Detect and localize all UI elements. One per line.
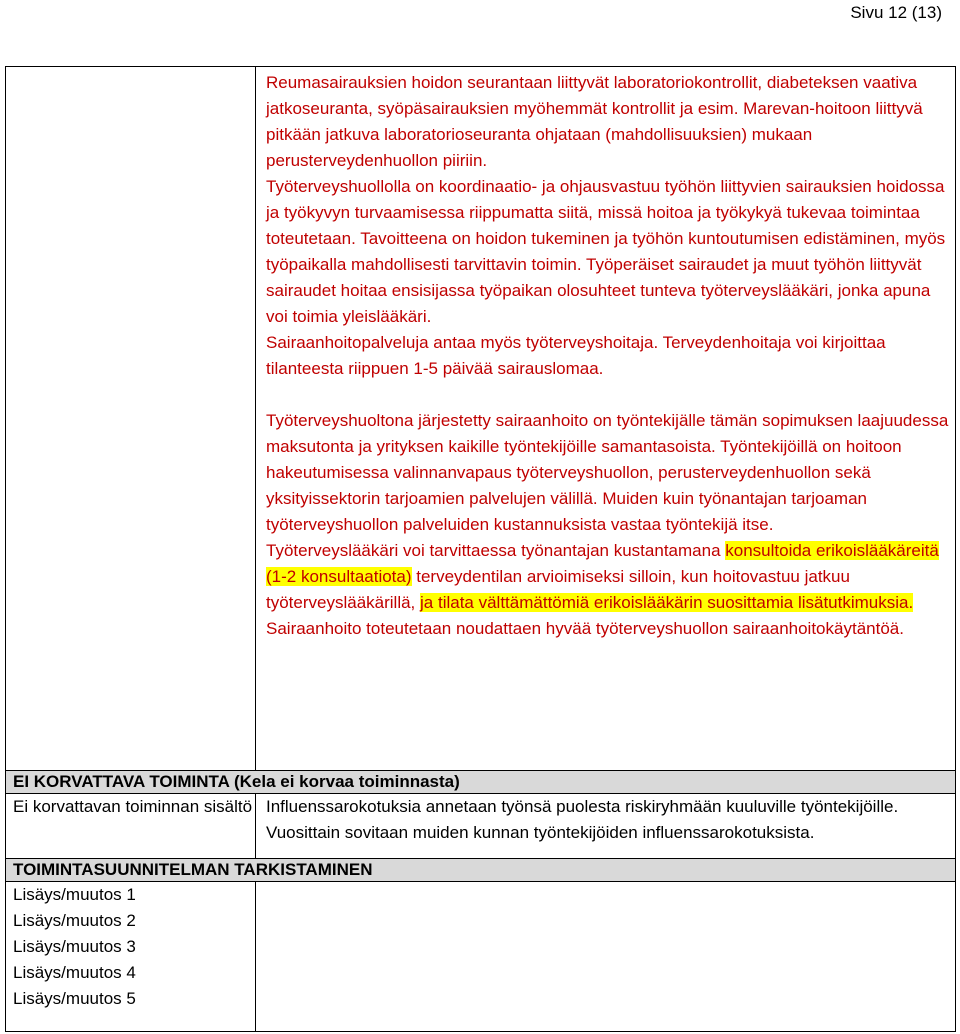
plan-table [5,66,956,1032]
paragraph-consultation [266,538,951,616]
revision-item-4: Lisäys/muutos 4 [13,963,136,982]
paragraph-nurse: Sairaanhoitopalveluja antaa myös työterveyshoitaja. Terveydenhoitaja voi kirjoittaa tilanteesta riippuen 1-5 päivää sairauslomaa. [266,333,886,378]
revision-list [6,882,256,1032]
highlight-tests: ja tilata välttämättömiä erikoislääkärin suosittamia lisätutkimuksia. [420,593,914,612]
revision-empty-cell [256,882,956,1032]
revision-item-5: Lisäys/muutos 5 [13,989,136,1008]
paragraph-coordination: Työterveyshuollolla on koordinaatio- ja ohjausvastuu työhön liittyvien sairauksien hoidossa ja työkyvyn turvaamisessa riippumatta siitä, missä hoitoa ja työkykyä tukevaa toimintaa toteutetaan. Tavoitteena on hoidon tukeminen ja työhön kuntoutumisen edistäminen, myös työpaikalla mahdollisesti tarvittavin toimin. Työperäiset sairaudet ja muut työhön liittyvät sairaudet hoitaa ensisijassa työpaikan olosuhteet tunteva työterveyslääkäri, jonka apuna voi toimia yleislääkäri. [266,177,946,326]
revision-item-3: Lisäys/muutos 3 [13,937,136,956]
spacer [266,382,951,408]
tarkistaminen-row [6,882,956,1032]
highlight-consult: konsultoida erikoislääkäreitä (1-2 konsultaatiota) [266,541,939,586]
section-header-tarkistaminen [6,859,956,882]
ei-korvattava-row [6,794,956,859]
consultation-text-b: terveydentilan arvioimiseksi silloin, kun hoitovastuu jatkuu työterveyslääkärillä, [266,567,850,612]
paragraph-practice: Sairaanhoito toteutetaan noudattaen hyvää työterveyshuollon sairaanhoitokäytäntöä. [266,619,904,638]
left-empty-cell [6,67,256,771]
section-header-ei-korvattava [6,771,956,794]
paragraph-followup: Reumasairauksien hoidon seurantaan liittyvät laboratoriokontrollit, diabeteksen vaativa jatkoseuranta, syöpäsairauksien myöhemmät kontrollit ja esim. Marevan-hoitoon liittyvä pitkään jatkuva laboratorioseuranta ohjataan (mahdollisuuksien) mukaan perusterveydenhuollon piiriin. [266,73,923,170]
content-row [6,67,956,771]
revision-item-1: Lisäys/muutos 1 [13,885,136,904]
content-cell [256,67,956,771]
section-title-tarkistaminen: TOIMINTASUUNNITELMAN TARKISTAMINEN [6,859,956,882]
ei-korvattava-text: Influenssarokotuksia annetaan työnsä puolesta riskiryhmään kuuluville työntekijöille. Vuosittain sovitaan muiden kunnan työntekijöiden influenssarokotuksista. [256,794,956,859]
revision-item-2: Lisäys/muutos 2 [13,911,136,930]
page-number: Sivu 12 (13) [850,3,942,22]
consultation-text-a: Työterveyslääkäri voi tarvittaessa työnantajan kustantamana [266,541,726,560]
ei-korvattava-label: Ei korvattavan toiminnan sisältö [6,794,256,859]
paragraph-free-care: Työterveyshuoltona järjestetty sairaanhoito on työntekijälle tämän sopimuksen laajuudessa maksutonta ja yrityksen kaikille työntekijöille samantasoista. Työntekijöillä on hoitoon hakeutumisessa valinnanvapaus työterveyshuollon, perusterveydenhuollon sekä yksityissektorin tarjoamien palvelujen välillä. Muiden kuin työnantajan tarjoaman työterveyshuollon palveluiden kustannuksista vastaa työntekijä itse. [266,411,949,534]
section-title-ei-korvattava: EI KORVATTAVA TOIMINTA (Kela ei korvaa toiminnasta) [6,771,956,794]
